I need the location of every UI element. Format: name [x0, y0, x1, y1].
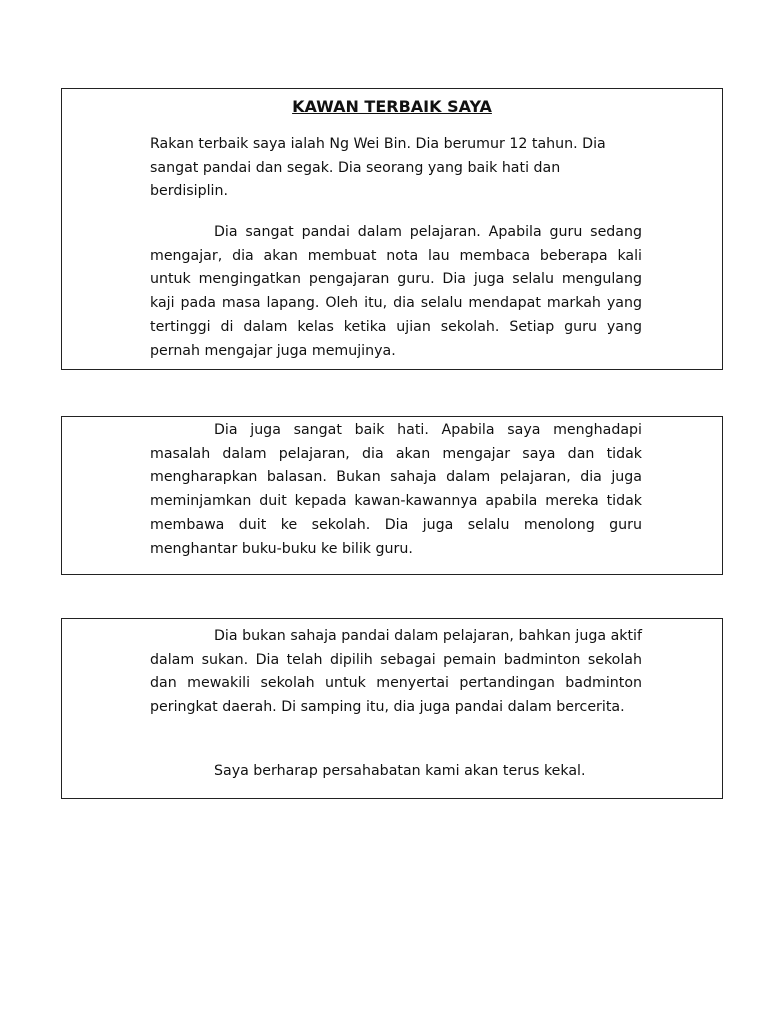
essay-box-2 — [61, 416, 723, 575]
paragraph-intro: Rakan terbaik saya ialah Ng Wei Bin. Dia berumur 12 tahun. Dia sangat pandai dan segak. Dia seorang yang baik hati dan berdisiplin. — [150, 136, 606, 200]
paragraph-sports: Dia bukan sahaja pandai dalam pelajaran, bahkan juga aktif dalam sukan. Dia telah dipilih sebagai pemain badminton sekolah dan mewakili sekolah untuk menyertai pertandingan badminton peringkat daerah. Di samping itu, dia juga pandai dalam bercerita. — [150, 628, 642, 716]
essay-title: KAWAN TERBAIK SAYA — [292, 97, 492, 116]
paragraph-academics: Dia sangat pandai dalam pelajaran. Apabila guru sedang mengajar, dia akan membuat nota lau membaca beberapa kali untuk mengingatkan pengajaran guru. Dia juga selalu mengulang kaji pada masa lapang. Oleh itu, dia selalu mendapat markah yang tertinggi di dalam kelas ketika ujian sekolah. Setiap guru yang pernah mengajar juga memujinya. — [150, 224, 642, 359]
paragraph-closing: Saya berharap persahabatan kami akan terus kekal. — [214, 763, 586, 779]
essay-box-3 — [61, 618, 723, 799]
essay-box-1 — [61, 88, 723, 370]
paragraph-kindness: Dia juga sangat baik hati. Apabila saya menghadapi masalah dalam pelajaran, dia akan mengajar saya dan tidak mengharapkan balasan. Bukan sahaja dalam pelajaran, dia juga meminjamkan duit kepada kawan-kawannya apabila mereka tidak membawa duit ke sekolah. Dia juga selalu menolong guru menghantar buku-buku ke bilik guru. — [150, 422, 642, 557]
